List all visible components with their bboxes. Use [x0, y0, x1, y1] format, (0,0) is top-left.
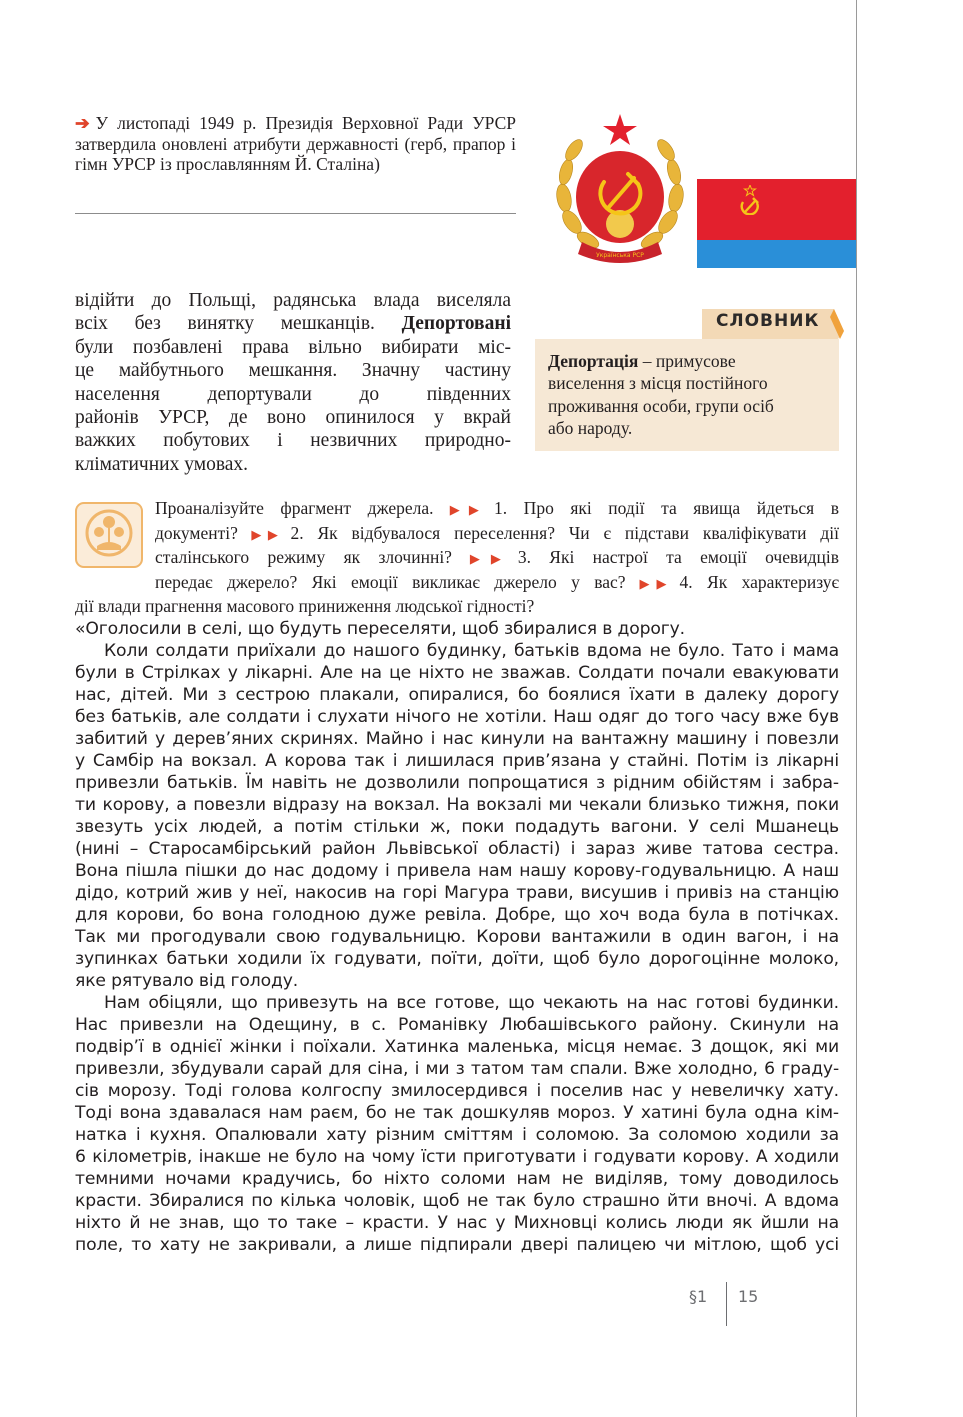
- ukrainian-ssr-emblem: [552, 112, 688, 268]
- source-line: Так ми прогодували свою годувальницю. Корови вантажили в один вагон, і на: [75, 927, 839, 947]
- main-paragraph: [75, 289, 511, 476]
- source-line: забитий у дерев’яних скринях. Майно і нас кинули на вантажну машину і повезли: [75, 729, 839, 749]
- flag-red-stripe: [697, 179, 856, 240]
- main-line: всіх без винятку мешканців. Депортовані: [75, 313, 511, 335]
- main-line: кліматичних умовах.: [75, 453, 249, 475]
- main-line: важких побутових і незвичних природно-: [75, 430, 511, 452]
- source-line: «Оголосили в селі, що будуть переселяти, щоб збиралися в дорогу.: [75, 619, 685, 639]
- source-line: 6 кілометрів, інакше не було на чому їсти приготувати і годувати корову. А ходили: [75, 1147, 839, 1167]
- source-line: Тоді вона здавалася нам раєм, бо не так дошкуляв мороз. У хатині була одна кім-: [75, 1103, 839, 1123]
- source-line: дідо, котрий жив у неї, накосив на горі Магура трави, висушив і привіз на станцію: [75, 883, 839, 903]
- task-line: Проаналізуйте фрагмент джерела. ▶▶ 1. Про які події та явища йдеться в: [155, 498, 839, 518]
- source-line: привезли батьків. Їм навіть не дозволили попрощатися з рідним обійстям і забра-: [75, 773, 839, 793]
- double-arrow-icon: ▶▶: [629, 575, 674, 591]
- source-line: красти. Збиралися по кілька чоловік, щоб не так було страшно йти вночі. А вдома: [75, 1191, 839, 1211]
- source-line: були в Стрілках у лікарні. Але на це ніхто не зважав. Солдати почали евакуювати: [75, 663, 839, 683]
- section-number: §1: [689, 1287, 708, 1306]
- double-arrow-icon: ▶▶: [455, 551, 512, 566]
- hammer-sickle-icon: [737, 185, 763, 215]
- glossary-definition: Депортація – примусове виселення з місця постійного проживання особи, групи осіб або народу.: [548, 351, 774, 438]
- task-line: передає джерело? Які емоції викликає джерело у вас? ▶▶ 4. Як характеризує: [155, 571, 839, 592]
- glossary-title: СЛОВНИК: [716, 311, 820, 331]
- source-line: без батьків, але солдати і слухати нічого не хотіли. Наш одяг до того часу вже був: [75, 707, 839, 727]
- source-line: Коли солдати приїхали до нашого будинку, батьків вдома не було. Тато і мама: [104, 641, 839, 661]
- double-arrow-icon: ▶▶: [241, 526, 285, 542]
- main-line: відійти до Польщі, радянська влада виселяла: [75, 290, 511, 311]
- source-line: у Самбір на вокзал. А корова так і лишилася прив’язана у стайні. Потім із лікарні: [75, 751, 839, 771]
- source-line: нас, дітей. Ми з сестрою плакали, опиралися, бо боялися їхати в далеку дорогу: [75, 685, 839, 705]
- task-line: дії влади прагнення масового приниження людської гідності?: [75, 596, 535, 616]
- source-line: для корови, бо вона голодною дуже ревіла. Добре, що хоч вода була в потічках.: [75, 905, 839, 925]
- source-line: темними ночами крадучись, бо ніхто соломи нам не виділяв, тому доводилось: [75, 1169, 839, 1189]
- main-line: населення депортували до південних: [75, 383, 511, 405]
- top-note-divider: [75, 213, 516, 214]
- double-arrow-icon: ▶▶: [437, 502, 489, 517]
- flag-blue-stripe: [697, 240, 856, 268]
- source-line: зупинках батьки ходили їх годувати, поїти, доїти, щоб було дорогоцінне молоко,: [75, 949, 839, 969]
- main-line: це майбутнього мешкання. Значну частину: [75, 360, 511, 382]
- source-excerpt: [75, 618, 839, 1256]
- source-line: подвір’ї в однієї жінки і поїхали. Хатинка маленька, місця немає. З дощок, які ми: [75, 1037, 839, 1057]
- task-line: сталінського режиму як злочинні? ▶▶ 3. Які настрої та емоції очевидців: [155, 547, 840, 567]
- source-line: Нас привезли на Одещину, в с. Романівку Любашівського району. Скинули на: [75, 1015, 839, 1035]
- source-line: натка і кухня. Опалювали хату різним сміттям і соломою. За соломою ходили за: [75, 1125, 839, 1145]
- source-line: Нам обіцяли, що привезуть на все готове, що чекають на нас готові будинки.: [104, 993, 839, 1013]
- task-line: документі? ▶▶ 2. Як відбувалося переселення? Чи є підстави кваліфікувати дії: [155, 522, 839, 543]
- page-number: 15: [738, 1287, 759, 1306]
- source-line: (нині – Старосамбірський район Львівської області) і зараз живе татова сестра.: [75, 839, 839, 859]
- page-edge-line: [856, 0, 857, 1417]
- source-line: ніхто й не знав, що то таке – красти. У нас у Михновці колись люди як йшли на: [75, 1213, 839, 1233]
- glossary-term: Депортація: [548, 351, 639, 371]
- footer-divider: [726, 1282, 727, 1326]
- source-line: яке рятувало від голоду.: [75, 971, 299, 991]
- arrow-icon: ➔: [75, 113, 90, 133]
- main-line: районів УРСР, де воно опинилося у вкрай: [75, 407, 511, 429]
- source-line: Вона пішла пішки до нас додому і привела нам нашу корову-годувальницю. А наш: [75, 861, 839, 881]
- source-line: сів морозу. Тоді голова колгоспу змилосердився і поселив нас у невеличку хату.: [75, 1081, 839, 1101]
- ukrainian-ssr-flag: [697, 179, 856, 268]
- top-note: [75, 113, 516, 175]
- source-line: звезуть усіх людей, а потім стільки ж, поки подадуть вагони. У селі Мшанець: [75, 817, 839, 837]
- source-line: ти корову, а повезли відразу на вокзал. На вокзалі ми чекали близько тижня, поки: [75, 795, 839, 815]
- source-line: поле, то хату не закривали, а лише підпирали двері палицею чи мітлою, щоб усі: [75, 1235, 839, 1255]
- emblem-ribbon-text: Українська РСР: [596, 252, 644, 259]
- main-line: були позбавлені права вільно вибирати міс-: [75, 336, 511, 358]
- top-note-text: У листопаді 1949 р. Президія Верховної Ради УРСР затвердила оновлені атрибути державності (герб, прапор і гімн УРСР із прославлянням Й. Сталіна): [75, 113, 516, 174]
- task-questions: [75, 497, 839, 618]
- bold-term: Депортовані: [401, 313, 511, 335]
- source-line: привезли, збудували сарай для сіна, і ми з татом там спали. Вже холодно, 6 граду-: [75, 1059, 839, 1079]
